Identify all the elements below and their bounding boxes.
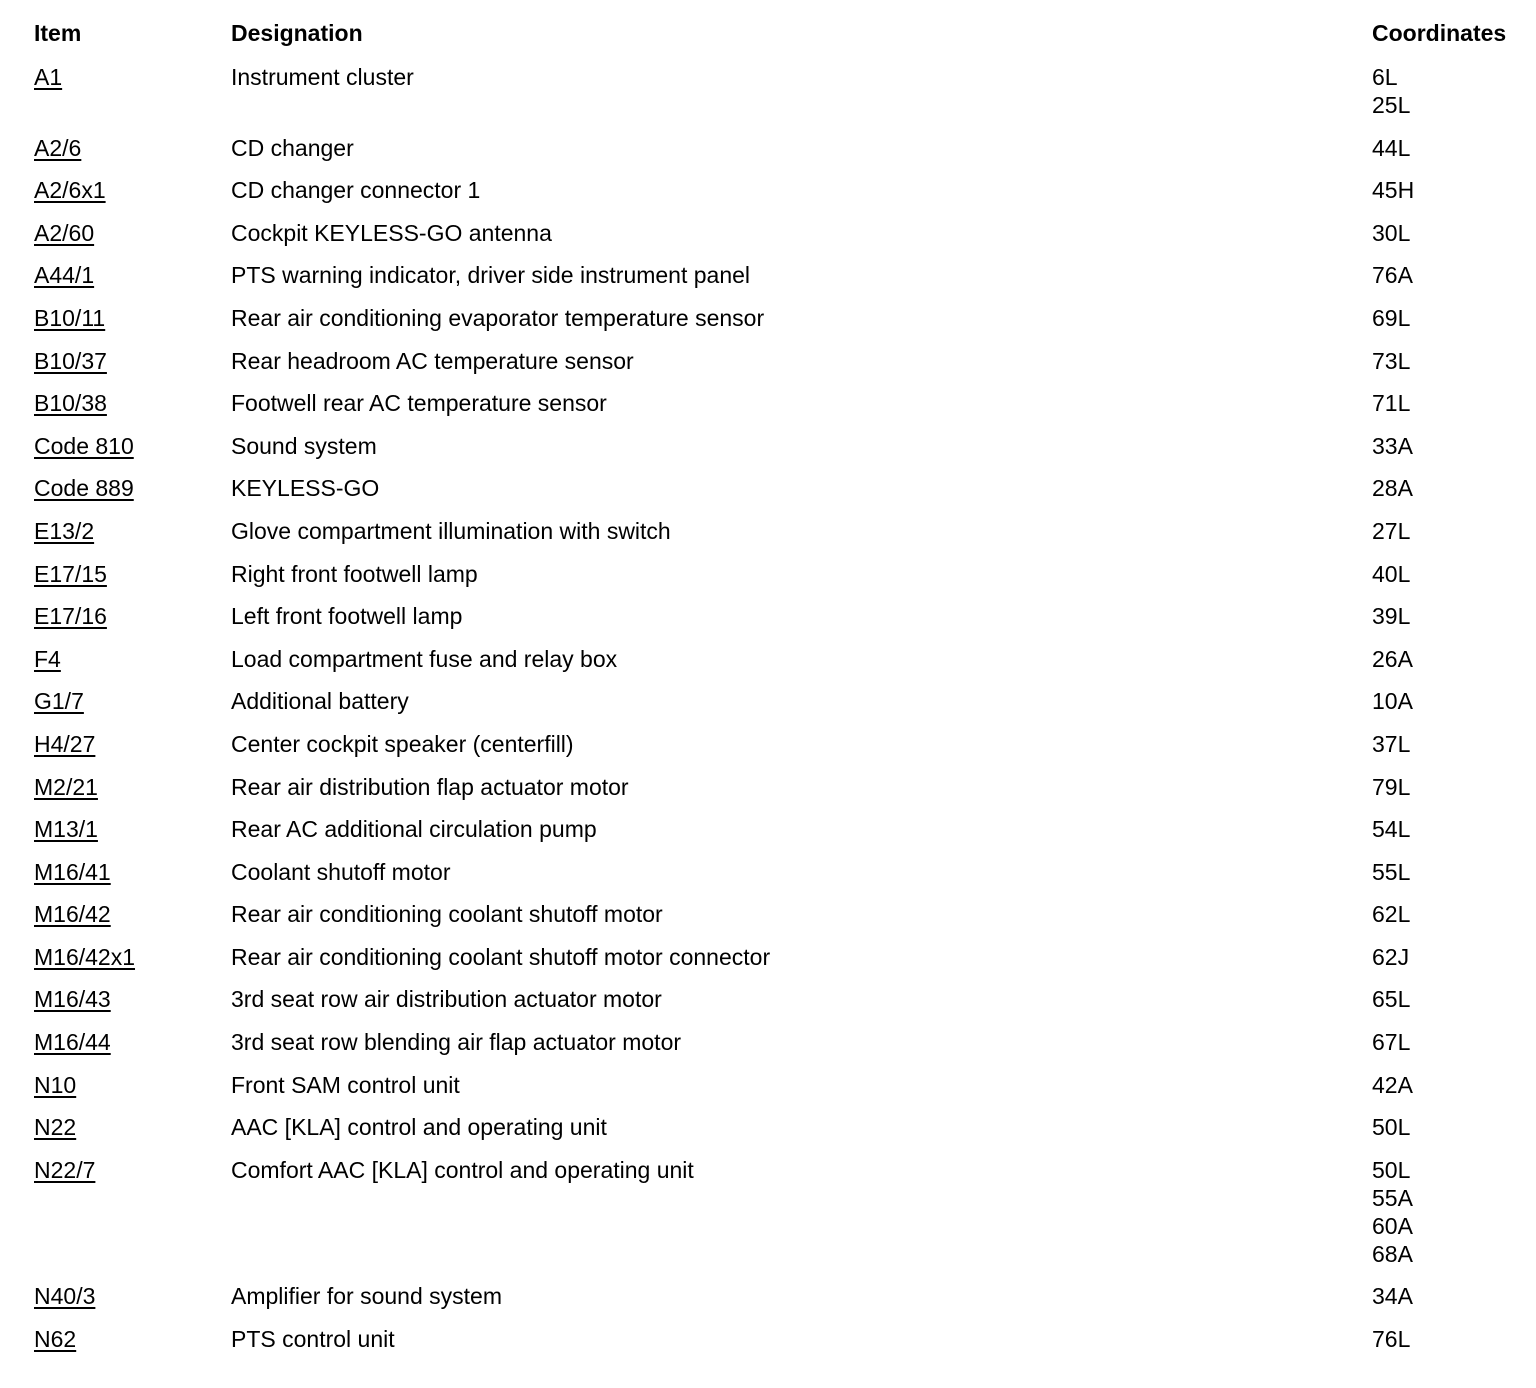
table-row — [0, 645, 1536, 688]
table-row — [0, 858, 1536, 901]
coordinates-cell — [1372, 1071, 1413, 1099]
item-link[interactable]: A44/1 — [34, 262, 95, 289]
item-cell — [34, 900, 111, 928]
coordinates-cell — [1372, 687, 1413, 715]
coordinates-cell — [1372, 1156, 1413, 1268]
designation-cell: Front SAM control unit — [231, 1071, 460, 1098]
coordinate-value: 37L — [1372, 730, 1411, 757]
item-link[interactable]: A2/6 — [34, 134, 82, 161]
coordinate-value: 42A — [1372, 1071, 1413, 1098]
item-link[interactable]: M16/43 — [34, 986, 111, 1013]
item-cell — [34, 560, 107, 588]
designation-cell: Rear AC additional circulation pump — [231, 816, 597, 843]
table-row — [0, 560, 1536, 603]
item-link[interactable]: M13/1 — [34, 816, 98, 843]
item-cell — [34, 517, 94, 545]
coordinate-value: 67L — [1372, 1029, 1411, 1056]
item-link[interactable]: N62 — [34, 1326, 77, 1353]
item-cell — [34, 1028, 111, 1056]
coordinates-cell — [1372, 1282, 1413, 1310]
item-cell — [34, 63, 62, 91]
table-row — [0, 943, 1536, 986]
table-row — [0, 389, 1536, 432]
item-link[interactable]: A1 — [34, 64, 63, 90]
coordinate-value: 55L — [1372, 858, 1411, 885]
coordinate-value: 68A — [1372, 1240, 1413, 1267]
coordinates-cell — [1372, 943, 1409, 971]
item-cell — [34, 304, 105, 332]
item-link[interactable]: A2/6x1 — [34, 177, 106, 204]
item-cell — [34, 1325, 76, 1353]
item-link[interactable]: M16/42x1 — [34, 943, 136, 970]
table-row — [0, 517, 1536, 560]
item-cell — [34, 1282, 95, 1310]
designation-cell: Coolant shutoff motor — [231, 858, 451, 885]
designation-cell: KEYLESS-GO — [231, 475, 380, 502]
table-row — [0, 730, 1536, 773]
coordinates-cell — [1372, 730, 1410, 758]
designation-cell: Glove compartment illumination with switch — [231, 517, 671, 544]
coordinate-value: 27L — [1372, 517, 1411, 544]
item-link[interactable]: Code 889 — [34, 475, 134, 502]
coordinates-cell — [1372, 645, 1413, 673]
item-cell — [34, 134, 81, 162]
item-link[interactable]: M16/41 — [34, 858, 111, 885]
coordinates-cell — [1372, 474, 1413, 502]
coordinates-cell — [1372, 858, 1410, 886]
designation-cell: AAC [KLA] control and operating unit — [231, 1114, 607, 1141]
coordinates-cell — [1372, 900, 1410, 928]
coordinate-value: 10A — [1372, 688, 1413, 715]
coordinates-cell — [1372, 1113, 1410, 1141]
coordinate-value: 50L — [1372, 1114, 1411, 1141]
table-row — [0, 1028, 1536, 1071]
item-link[interactable]: F4 — [34, 645, 61, 672]
item-cell — [34, 219, 94, 247]
designation-cell: Load compartment fuse and relay box — [231, 645, 618, 672]
table-row — [0, 687, 1536, 730]
designation-cell: Left front footwell lamp — [231, 603, 463, 630]
coordinate-value: 40L — [1372, 560, 1411, 587]
item-link[interactable]: B10/11 — [34, 304, 106, 331]
coordinate-value: 33A — [1372, 432, 1413, 459]
coordinates-cell — [1372, 560, 1410, 588]
designation-cell: Rear air conditioning coolant shutoff motor connector — [231, 943, 771, 970]
item-link[interactable]: E17/16 — [34, 603, 107, 630]
coordinates-cell — [1372, 602, 1410, 630]
coordinates-cell — [1372, 1028, 1410, 1056]
designation-cell: Center cockpit speaker (centerfill) — [231, 730, 574, 757]
item-cell — [34, 773, 98, 801]
coordinate-value: 69L — [1372, 304, 1411, 331]
designation-cell: Comfort AAC [KLA] control and operating unit — [231, 1156, 694, 1183]
designation-cell: Right front footwell lamp — [231, 560, 478, 587]
designation-cell: Additional battery — [231, 688, 409, 715]
item-column-header: Item — [34, 20, 82, 46]
table-row — [0, 63, 1536, 134]
item-cell — [34, 347, 107, 375]
coordinate-value: 76L — [1372, 1326, 1411, 1353]
designation-cell: Instrument cluster — [231, 64, 414, 90]
designation-cell: CD changer — [231, 134, 354, 161]
item-link[interactable]: A2/60 — [34, 219, 95, 246]
item-cell — [34, 858, 111, 886]
coordinates-cell — [1372, 304, 1410, 332]
designation-cell: Rear air distribution flap actuator motor — [231, 773, 629, 800]
item-cell — [34, 687, 84, 715]
coordinate-value: 62L — [1372, 901, 1411, 928]
item-cell — [34, 645, 61, 673]
coordinate-value: 62J — [1372, 943, 1410, 970]
table-row — [0, 432, 1536, 475]
item-link[interactable]: M16/42 — [34, 901, 111, 928]
coordinate-value: 44L — [1372, 134, 1411, 161]
item-link[interactable]: N22/7 — [34, 1156, 96, 1183]
designation-cell: CD changer connector 1 — [231, 177, 481, 204]
coordinates-cell — [1372, 1325, 1410, 1353]
table-row — [0, 1113, 1536, 1156]
designation-column-header: Designation — [231, 20, 363, 46]
table-row — [0, 1071, 1536, 1114]
table-row — [0, 474, 1536, 517]
table-row — [0, 347, 1536, 390]
coordinate-value: 60A — [1372, 1212, 1413, 1239]
designation-cell: Sound system — [231, 432, 377, 459]
coordinate-value: 55A — [1372, 1184, 1413, 1211]
item-link[interactable]: H4/27 — [34, 730, 96, 757]
item-cell — [34, 943, 135, 971]
coordinates-cell — [1372, 347, 1410, 375]
designation-cell: 3rd seat row blending air flap actuator motor — [231, 1029, 682, 1056]
coordinate-value: 73L — [1372, 347, 1411, 374]
item-link[interactable]: N10 — [34, 1071, 77, 1098]
item-cell — [34, 1071, 76, 1099]
coordinates-cell — [1372, 261, 1413, 289]
item-cell — [34, 1156, 95, 1184]
designation-cell: Rear headroom AC temperature sensor — [231, 347, 634, 374]
table-row — [0, 985, 1536, 1028]
item-link[interactable]: E17/15 — [34, 560, 107, 587]
coordinate-value: 39L — [1372, 603, 1411, 630]
coordinate-value: 34A — [1372, 1283, 1413, 1310]
table-row — [0, 219, 1536, 262]
item-link[interactable]: E13/2 — [34, 517, 95, 544]
coordinate-value: 79L — [1372, 773, 1411, 800]
coordinates-cell — [1372, 389, 1410, 417]
item-link[interactable]: M16/44 — [34, 1029, 111, 1056]
coordinate-value: 28A — [1372, 475, 1413, 502]
table-row — [0, 773, 1536, 816]
coordinate-value: 65L — [1372, 986, 1411, 1013]
coordinates-cell — [1372, 517, 1410, 545]
table-row — [0, 900, 1536, 943]
coordinates-cell — [1372, 63, 1410, 119]
item-cell — [34, 985, 111, 1013]
item-cell — [34, 815, 98, 843]
designation-cell: Rear air conditioning evaporator temperature sensor — [231, 304, 765, 331]
item-cell — [34, 1113, 76, 1141]
table-row — [0, 1282, 1536, 1325]
designation-cell: PTS warning indicator, driver side instrument panel — [231, 262, 751, 289]
table-row — [0, 1325, 1536, 1368]
coordinates-cell — [1372, 432, 1413, 460]
table-header — [0, 20, 1536, 54]
coordinates-cell — [1372, 219, 1410, 247]
table-row — [0, 815, 1536, 858]
table-row — [0, 304, 1536, 347]
coordinate-value: 6L — [1372, 64, 1398, 90]
table-row — [0, 261, 1536, 304]
designation-cell: Amplifier for sound system — [231, 1283, 502, 1310]
coordinates-cell — [1372, 176, 1414, 204]
designation-cell: Footwell rear AC temperature sensor — [231, 390, 607, 417]
item-cell — [34, 389, 107, 417]
item-cell — [34, 432, 134, 460]
coordinates-column-header: Coordinates — [1372, 20, 1507, 46]
item-link[interactable]: N22 — [34, 1114, 77, 1141]
coordinate-value: 76A — [1372, 262, 1413, 289]
component-table — [0, 63, 1536, 1368]
item-link[interactable]: B10/38 — [34, 390, 107, 417]
coordinates-cell — [1372, 773, 1410, 801]
coordinate-value: 50L — [1372, 1156, 1411, 1183]
designation-cell: 3rd seat row air distribution actuator motor — [231, 986, 662, 1013]
coordinate-value: 26A — [1372, 645, 1413, 672]
item-link[interactable]: M2/21 — [34, 773, 98, 800]
coordinates-cell — [1372, 134, 1410, 162]
coordinate-value: 54L — [1372, 816, 1411, 843]
coordinate-value: 25L — [1372, 92, 1411, 118]
coordinates-cell — [1372, 815, 1410, 843]
table-row — [0, 134, 1536, 177]
item-cell — [34, 474, 134, 502]
table-row — [0, 602, 1536, 645]
table-row — [0, 176, 1536, 219]
designation-cell: PTS control unit — [231, 1326, 395, 1353]
coordinate-value: 45H — [1372, 177, 1415, 204]
item-link[interactable]: B10/37 — [34, 347, 107, 374]
designation-cell: Rear air conditioning coolant shutoff motor — [231, 901, 663, 928]
item-link[interactable]: N40/3 — [34, 1283, 96, 1310]
item-cell — [34, 602, 107, 630]
item-cell — [34, 730, 95, 758]
coordinate-value: 30L — [1372, 219, 1411, 246]
item-cell — [34, 176, 106, 204]
item-cell — [34, 261, 94, 289]
coordinates-cell — [1372, 985, 1410, 1013]
item-link[interactable]: G1/7 — [34, 688, 84, 715]
table-row — [0, 1156, 1536, 1283]
coordinate-value: 71L — [1372, 390, 1411, 417]
item-link[interactable]: Code 810 — [34, 432, 134, 459]
designation-cell: Cockpit KEYLESS-GO antenna — [231, 219, 552, 246]
